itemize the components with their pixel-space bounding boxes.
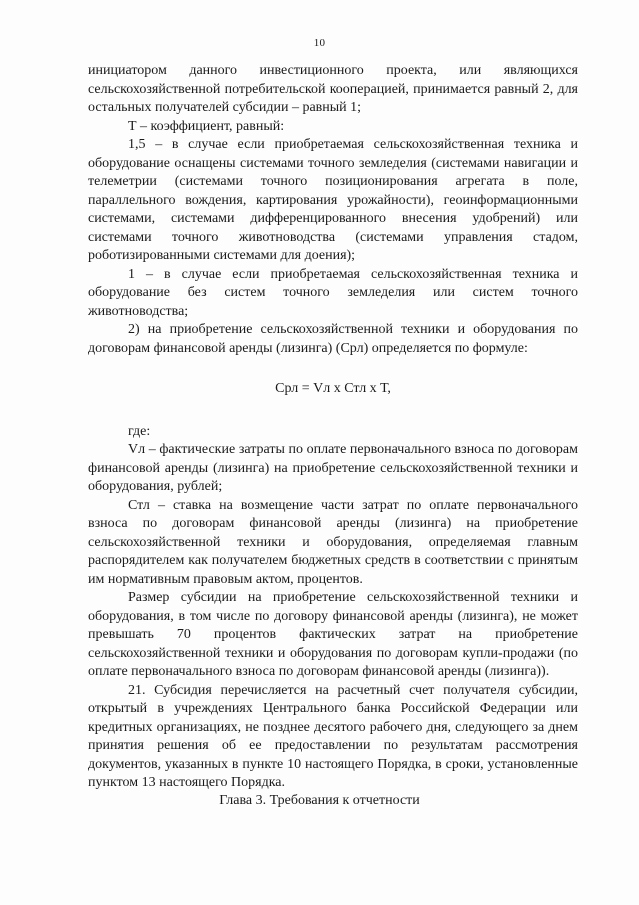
paragraph-subsidy-limit: Размер субсидии на приобретение сельскохозяйственной техники и оборудования, в том числе по договору финансовой аренды (лизинга), не может превышать 70 процентов фактических затрат на приобретение сельскохозяйственной техники и оборудования по договорам купли-продажи (по оплате первоначального взноса по договорам финансовой аренды (лизинга)). xyxy=(88,590,578,679)
paragraph-coefficient-t: Т – коэффициент, равный: xyxy=(128,118,285,134)
page-number: 10 xyxy=(313,37,326,49)
paragraph-leasing-formula-intro: 2) на приобретение сельскохозяйственной техники и оборудования по договорам финансовой аренды (лизинга) (Срл) определяется по формуле: xyxy=(88,322,578,356)
paragraph-coefficient-1-5: 1,5 – в случае если приобретаемая сельскохозяйственная техника и оборудование оснащены системами точного земледелия (системами навигации и телеметрии (системами точного позиционирования агрегата в поле, параллельного вождения, картирования урожайности), геоинформационными системами, системами дифференцированного внесения удобрений) или системами точного животноводства (системами управления стадом, роботизированными системами для доения); xyxy=(88,137,578,263)
formula: Срл = Vл x Стл x Т, xyxy=(275,381,391,396)
paragraph-vl-definition: Vл – фактические затраты по оплате первоначального взноса по договорам финансовой аренды (лизинга) на приобретение сельскохозяйственной техники и оборудования, рублей; xyxy=(88,442,578,494)
paragraph-stl-definition: Стл – ставка на возмещение части затрат по оплате первоначального взноса по договорам финансовой аренды (лизинга) на приобретение сельскохозяйственной техники и оборудования, определяемая главным распорядителем как получателем бюджетных средств в соответствии с принятым им нормативным правовым актом, процентов. xyxy=(88,497,578,587)
document-body xyxy=(88,62,578,793)
chapter-heading: Глава 3. Требования к отчетности xyxy=(219,793,420,808)
formula-where-label: где: xyxy=(128,423,151,439)
paragraph-continuation: инициатором данного инвестиционного проекта, или являющихся сельскохозяйственной потребительской кооперацией, принимается равный 2, для остальных получателей субсидии – равный 1; xyxy=(88,63,578,115)
paragraph-item-21: 21. Субсидия перечисляется на расчетный счет получателя субсидии, открытый в учреждениях Центрального банка Российской Федерации или кредитных организациях, не позднее десятого рабочего дня, следующего за днем принятия решения об ее предоставлении по результатам рассмотрения документов, указанных в пункте 10 настоящего Порядка, в сроки, установленные пунктом 13 настоящего Порядка. xyxy=(88,682,578,790)
paragraph-coefficient-1: 1 – в случае если приобретаемая сельскохозяйственная техника и оборудование без систем точного земледелия или систем точного животноводства; xyxy=(88,266,578,319)
